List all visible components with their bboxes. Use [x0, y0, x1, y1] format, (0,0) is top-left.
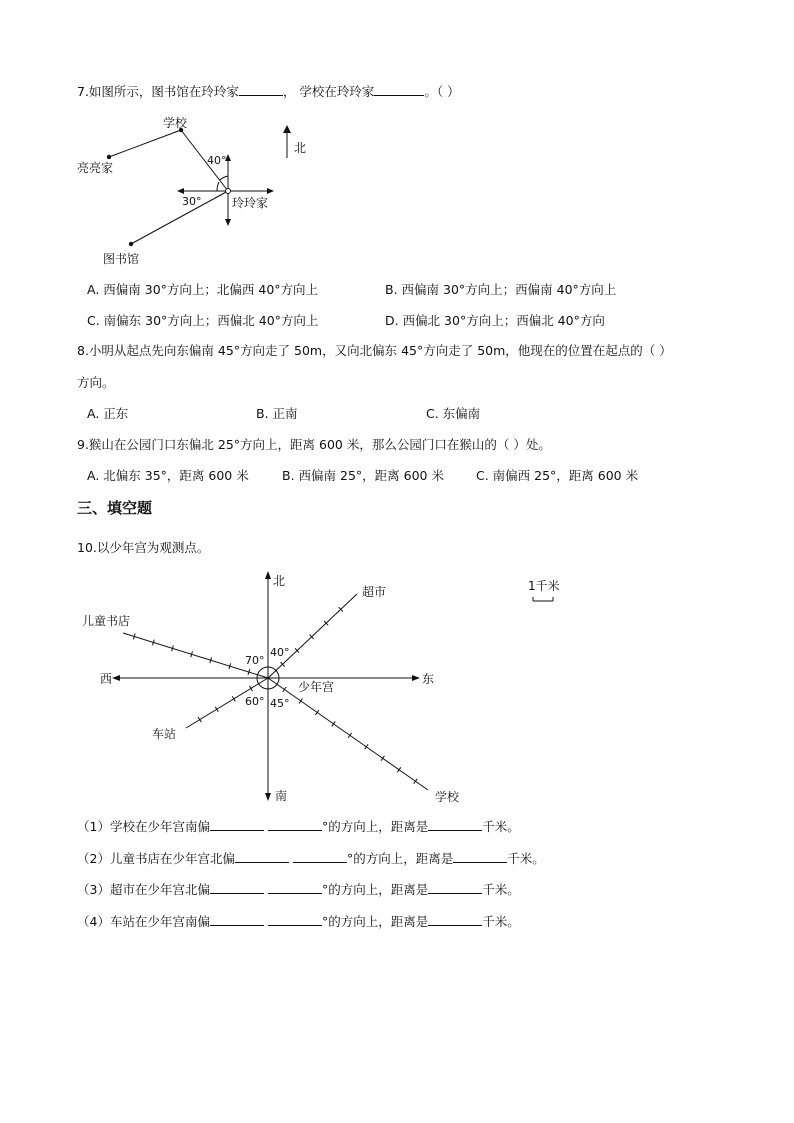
q7-label-school: 学校 — [163, 116, 188, 130]
q7-blank-2[interactable] — [374, 83, 424, 96]
q10-arrow-e — [412, 675, 420, 681]
q7-arrow-w — [177, 188, 184, 194]
q10-blank-1b[interactable] — [268, 818, 322, 831]
q10-angle-70: 70° — [245, 654, 265, 667]
q10-tick-station — [215, 707, 218, 712]
q7-blank-1[interactable] — [239, 83, 283, 96]
q8-option-b[interactable]: B. 正南 — [256, 406, 298, 421]
q7-line-school-liangliang — [109, 130, 181, 157]
q10-item-2: （2）儿童书店在少年宫北偏 °的方向上，距离是 千米。 — [77, 851, 545, 866]
q7-option-b[interactable]: B. 西偏南 30°方向上；西偏南 40°方向上 — [385, 282, 617, 297]
q10-blank-4b[interactable] — [268, 913, 322, 926]
q7-line-library — [131, 191, 228, 244]
q10-angle-60: 60° — [245, 695, 265, 708]
q10-label-bookstore: 儿童书店 — [82, 614, 131, 628]
q10-angle-40: 40° — [270, 646, 290, 659]
q10-blank-3b[interactable] — [268, 881, 322, 894]
q7-angle-top: 40° — [207, 154, 227, 167]
q10-tick-school — [332, 721, 336, 726]
q10-label-west: 西 — [100, 672, 113, 686]
q7-angle-left: 30° — [182, 195, 202, 208]
q7-stem-prefix: 7.如图所示，图书馆在玲玲家 — [77, 84, 239, 99]
section-title: 三、填空题 — [77, 499, 153, 517]
q10-figure — [70, 568, 570, 808]
q10-tick-school — [397, 767, 400, 772]
q7-stem-mid: ， 学校在玲玲家 — [282, 84, 375, 99]
q10-blank-1c[interactable] — [428, 818, 482, 831]
q9-option-c[interactable]: C. 南偏西 25°，距离 600 米 — [476, 468, 639, 483]
q10-blank-4a[interactable] — [210, 913, 264, 926]
q7-figure — [70, 110, 390, 270]
q7-stem — [77, 83, 460, 100]
q10-label-station: 车站 — [152, 727, 177, 741]
q7-center-lingling — [226, 189, 231, 194]
q8-option-a[interactable]: A. 正东 — [87, 406, 129, 421]
q10-arrow-n — [265, 571, 271, 579]
q7-dot-liangliang — [107, 155, 111, 159]
q10-ray-supermarket — [268, 594, 357, 678]
q10-tick-school — [414, 779, 418, 784]
q10-ticks — [133, 607, 417, 784]
q10-item-1: （1）学校在少年宫南偏 °的方向上，距离是 千米。 — [77, 819, 520, 834]
q10-blank-3c[interactable] — [428, 881, 482, 894]
q10-angle-45: 45° — [270, 697, 290, 710]
q7-label-north: 北 — [294, 141, 307, 155]
q10-label-supermarket: 超市 — [362, 585, 387, 599]
q7-label-library: 图书馆 — [103, 252, 140, 266]
q10-label-center: 少年宫 — [298, 680, 335, 694]
q10-blank-2c[interactable] — [453, 850, 507, 863]
q7-option-d[interactable]: D. 西偏北 30°方向上；西偏北 40°方向 — [385, 313, 605, 328]
q7-arrow-s — [225, 219, 231, 226]
q7-north-arrow-head — [283, 125, 291, 133]
q10-blank-2b[interactable] — [293, 850, 347, 863]
q10-item-4: （4）车站在少年宫南偏 °的方向上，距离是 千米。 — [77, 914, 520, 929]
q8-stem-line1: 8.小明从起点先向东偏南 45°方向走了 50m，又向北偏东 45°方向走了 50m，他现在的位置在起点的（ ） — [77, 343, 672, 358]
q10-label-north: 北 — [273, 574, 286, 588]
q10-tick-school — [348, 733, 351, 738]
q7-label-lingling: 玲玲家 — [232, 196, 269, 210]
q7-dot-library — [129, 242, 133, 246]
q10-ray-school — [268, 678, 428, 790]
q10-tick-school — [365, 744, 368, 749]
q10-scale-label: 1千米 — [528, 579, 560, 593]
q7-label-liangliang: 亮亮家 — [77, 161, 114, 175]
q10-blank-1a[interactable] — [210, 818, 264, 831]
q10-tick-school — [283, 687, 286, 692]
q7-stem-end: 。（ ） — [424, 84, 460, 99]
q8-option-c[interactable]: C. 东偏南 — [426, 406, 481, 421]
q10-blank-2a[interactable] — [235, 850, 289, 863]
q9-stem: 9.猴山在公园门口东偏北 25°方向上，距离 600 米，那么公园门口在猴山的（ ）处。 — [77, 437, 551, 452]
q7-angle-arc-left — [217, 182, 219, 191]
q10-tick-station — [232, 696, 235, 701]
q10-label-school: 学校 — [435, 790, 460, 804]
q10-tick-school — [299, 699, 303, 704]
q10-blank-3a[interactable] — [210, 881, 264, 894]
q9-option-b[interactable]: B. 西偏南 25°，距离 600 米 — [282, 468, 444, 483]
q10-item-3: （3）超市在少年宫北偏 °的方向上，距离是 千米。 — [77, 882, 520, 897]
q10-tick-school — [315, 710, 319, 715]
q7-option-a[interactable]: A. 西偏南 30°方向上；北偏西 40°方向上 — [87, 282, 319, 297]
q10-tick-station — [249, 686, 252, 691]
q7-angle-arc-top — [220, 176, 228, 180]
q9-option-a[interactable]: A. 北偏东 35°，距离 600 米 — [87, 468, 249, 483]
q10-label-east: 东 — [422, 672, 435, 686]
q10-intro: 10.以少年宫为观测点。 — [77, 540, 210, 555]
q7-arrow-e — [267, 188, 274, 194]
q8-stem-line2: 方向。 — [77, 375, 115, 390]
q10-tick-school — [381, 756, 384, 761]
q10-blank-4c[interactable] — [428, 913, 482, 926]
q10-arrow-s — [265, 793, 271, 801]
q10-arrow-w — [112, 675, 120, 681]
q10-label-south: 南 — [275, 789, 288, 803]
q7-option-c[interactable]: C. 南偏东 30°方向上；西偏北 40°方向上 — [87, 313, 319, 328]
q10-tick-station — [198, 717, 201, 722]
